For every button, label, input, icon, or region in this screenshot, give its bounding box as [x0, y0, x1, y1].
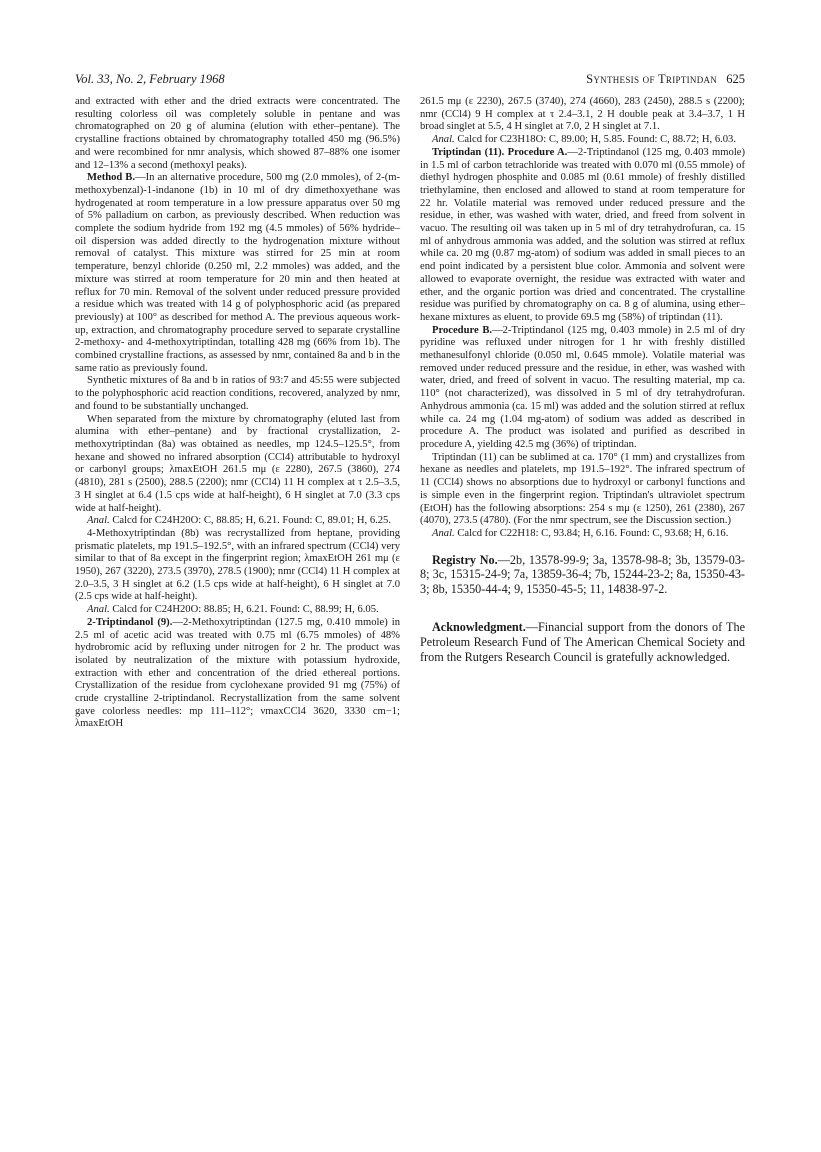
paragraph-text: —2-Methoxytriptindan (127.5 mg, 0.410 mmole) in 2.5 ml of acetic acid was treated with 0.75 ml (6.75 mmoles) of 48% hydrobromic acid by refluxing under nitrogen for 2 hr. The product was isolated by neutralization of the mixture with potassium hydroxide, extraction with ether and concentration of the dried ethereal portions. Crystallization of the residue from cyclohexane provided 91 mg (75%) of crude crystalline 2-triptindanol. Recrystallization from the same solvent gave colorless needles: mp 111–112°; νmaxCCl4 3620, 3330 cm−1; λmaxEtOH: [75, 616, 400, 730]
analysis-11: [420, 528, 745, 541]
analysis-text: Calcd for C24H20O: 88.85; H, 6.21. Found: C, 88.99; H, 6.05.: [112, 604, 379, 616]
acknowledgment-heading: Acknowledgment.: [432, 620, 526, 635]
running-title: Synthesis of Triptindan: [586, 72, 718, 86]
paragraph: 261.5 mμ (ε 2230), 267.5 (3740), 274 (4660), 283 (2450), 288.5 s (2200); nmr (CCl4) 9 H complex at τ 2.4–3.1, 2 H double peak at 3.4–3.7, 1 H broad singlet at 5.5, 4 H singlet at 7.0, 2 H singlet at 7.1.: [420, 96, 745, 133]
run-in-heading: Procedure B.: [432, 324, 493, 336]
registry-heading: Registry No.: [432, 552, 498, 567]
analysis-label: Anal.: [87, 604, 110, 616]
running-head: [586, 72, 745, 87]
left-column: [75, 96, 400, 731]
paragraph: 4-Methoxytriptindan (8b) was recrystallized from heptane, providing prismatic platelets, mp 191.5–192.5°, with an infrared spectrum (CCl4) very similar to that of 8a except in the fingerprint region; λmaxEtOH 261 mμ (ε 1950), 267 (3220), 273.5 (3970), 278.5 (1900); nmr (CCl4) 11 H complex at 2.0–3.5, 3 H singlet at 6.2 (1.5 cps wide at half-height), 6 H singlet at 7.0 (2.5 cps wide at half-height).: [75, 527, 400, 603]
analysis-text: Calcd for C22H18: C, 93.84; H, 6.16. Found: C, 93.68; H, 6.16.: [457, 527, 729, 539]
analysis-label: Anal.: [87, 515, 110, 527]
run-in-heading: Method B.: [87, 172, 136, 184]
paragraph: and extracted with ether and the dried extracts were concentrated. The resulting colorless oil was completely soluble in pentane and was chromatographed on 20 g of alumina (elution with ether–pentane). The crystalline fractions obtained by chromatography totalled 450 mg (96.5%) and were recombined for nmr analysis, which showed 87–88% one isomer and 12–13% a second (methoxyl peaks).: [75, 96, 400, 171]
registry-numbers: [420, 553, 745, 597]
analysis-9: [420, 134, 745, 147]
right-column: [420, 96, 745, 664]
analysis-8b: [75, 604, 400, 617]
analysis-8a: [75, 515, 400, 528]
acknowledgment-text: —Financial support from the donors of The Petroleum Research Fund of The American Chemical Society and from the Rutgers Research Council is gratefully acknowledged.: [420, 620, 745, 664]
paragraph-text: —In an alternative procedure, 500 mg (2.0 mmoles), of 2-(m-methoxybenzal)-1-indanone (1b) in 10 ml of dry dimethoxyethane was hydrogenated at room temperature in a low pressure apparatus over 50 mg of 5% palladium on carbon, as previously described. When reduction was complete the sodium hydride from 192 mg (4.5 mmoles) of 56% hydride–oil dispersion was added directly to the hydrogenation mixture without removal of catalyst. This mixture was stirred for 25 min at room temperature, benzyl chloride (0.250 ml, 2.2 mmoles) was added, and the mixture was stirred at room temperature for 20 min and then heated at reflux for 70 min. Removal of the solvent under reduced pressure provided a residue which was treated with 14 g of polyphosphoric acid (as prepared previously) at 100° as described for method A. The previous aqueous work-up, extraction, and chromatography procedure served to separate crystalline 2-methoxy- and 4-methoxytriptindan, totalling 428 mg (66% from 1b). The combined crystalline fractions, as assessed by nmr, contained 8a and b in the same ratio as previously found.: [75, 172, 400, 374]
paragraph-text: —2-Triptindanol (125 mg, 0.403 mmole) in 1.5 ml of carbon tetrachloride was treated with 0.070 ml (0.55 mmole) of diethyl hydrogen phosphite and 0.085 ml (0.61 mmole) of freshly distilled triethylamine, then enclosed and allowed to stand at room temperature for 22 hr. Volatile material was removed under reduced pressure and the residue, in ether, was washed with water, dried, and freed from solvent in vacuo. The resulting oil was taken up in 5 ml of dry tetrahydrofuran, ca. 15 ml of anhydrous ammonia was added, and the solution was stirred at reflux while ca. 20 mg (0.87 mg-atom) of sodium was added in small pieces to an end point indicated by a persistent blue color. Ammonia and solvent were allowed to evaporate overnight, the residue was extracted with water and ether, and the organic portion was dried and concentrated. The crystalline residue was purified by chromatography on ca. 8 g of alumina, using ether–hexane mixtures as eluent, to provide 69.5 mg (58%) of triptindan (11).: [420, 146, 745, 323]
page-number: 625: [726, 72, 745, 86]
page-header: [75, 72, 745, 88]
paragraph: Triptindan (11) can be sublimed at ca. 170° (1 mm) and crystallizes from hexane as needles and platelets, mp 191.5–192°. The infrared spectrum of 11 (CCl4) shows no absorptions due to hydroxyl or carbonyl functions and is simple even in the fingerprint region. Triptindan's ultraviolet spectrum (EtOH) has the following absorptions: 254 s mμ (ε 1250), 261 (2380), 267 (4070), 273.5 (4780). (For the nmr spectrum, see the Discussion section.): [420, 451, 745, 527]
paragraph-text: —2-Triptindanol (125 mg, 0.403 mmole) in 2.5 ml of dry pyridine was refluxed under nitrogen for 1 hr with freshly distilled methanesulfonyl chloride (0.050 ml, 0.645 mmole). Volatile material was removed under reduced pressure and the residue, in ether, was washed with water, dried, and freed of solvent in vacuo. The resulting material, mp ca. 110° (not characterized), was dissolved in 5 ml of dry tetrahydrofuran. Anhydrous ammonia (ca. 15 ml) was added and the solution stirred at reflux while ca. 24 mg (1.04 mg-atom) of sodium was added as described in procedure A. The product was isolated and purified as described in procedure A, yielding 42.5 mg (36%) of triptindan.: [420, 324, 746, 450]
analysis-text: Calcd for C23H18O: C, 89.00; H, 5.85. Found: C, 88.72; H, 6.03.: [457, 134, 737, 146]
run-in-heading: 2-Triptindanol (9).: [87, 616, 173, 628]
paragraph-procedure-a: [420, 147, 745, 325]
paragraph: When separated from the mixture by chromatography (eluted last from alumina with ether–pentane) and by fractional crystallization, 2-methoxytriptindan (8a) was obtained as needles, mp 124.5–125.5°, from hexane and showed no infrared absorption (CCl4) attributable to hydroxyl or carbonyl groups; λmaxEtOH 261.5 mμ (ε 2280), 267.5 (3860), 274 (4810), 281 s (2500), 288.5 (2200); nmr (CCl4) 11 H complex at τ 2.5–3.5, 3 H singlet at 6.4 (1.5 cps wide at half-height), 6 H singlet at 7.0 (3.3 cps wide at half-height).: [75, 413, 400, 514]
analysis-text: Calcd for C24H20O: C, 88.85; H, 6.21. Found: C, 89.01; H, 6.25.: [112, 515, 392, 527]
analysis-label: Anal.: [432, 134, 455, 146]
registry-text: —2b, 13578-99-9; 3a, 13578-98-8; 3b, 13579-03-8; 3c, 15315-24-9; 7a, 13859-36-4; 7b, 15244-23-2; 8a, 15350-43-3; 8b, 15350-44-4; 9, 15350-45-5; 11, 14838-97-2.: [420, 552, 745, 596]
paragraph-triptindanol: [75, 617, 400, 731]
analysis-label: Anal.: [432, 527, 455, 539]
acknowledgment: [420, 620, 745, 664]
run-in-heading: Triptindan (11). Procedure A.: [432, 146, 568, 158]
paragraph: Synthetic mixtures of 8a and b in ratios of 93:7 and 45:55 were subjected to the polyphosphoric acid reaction conditions, recovered, analyzed by nmr, and found to be substantially unchanged.: [75, 375, 400, 412]
paragraph-procedure-b: [420, 325, 745, 452]
paragraph-method-b: [75, 172, 400, 375]
journal-issue: Vol. 33, No. 2, February 1968: [75, 72, 225, 86]
